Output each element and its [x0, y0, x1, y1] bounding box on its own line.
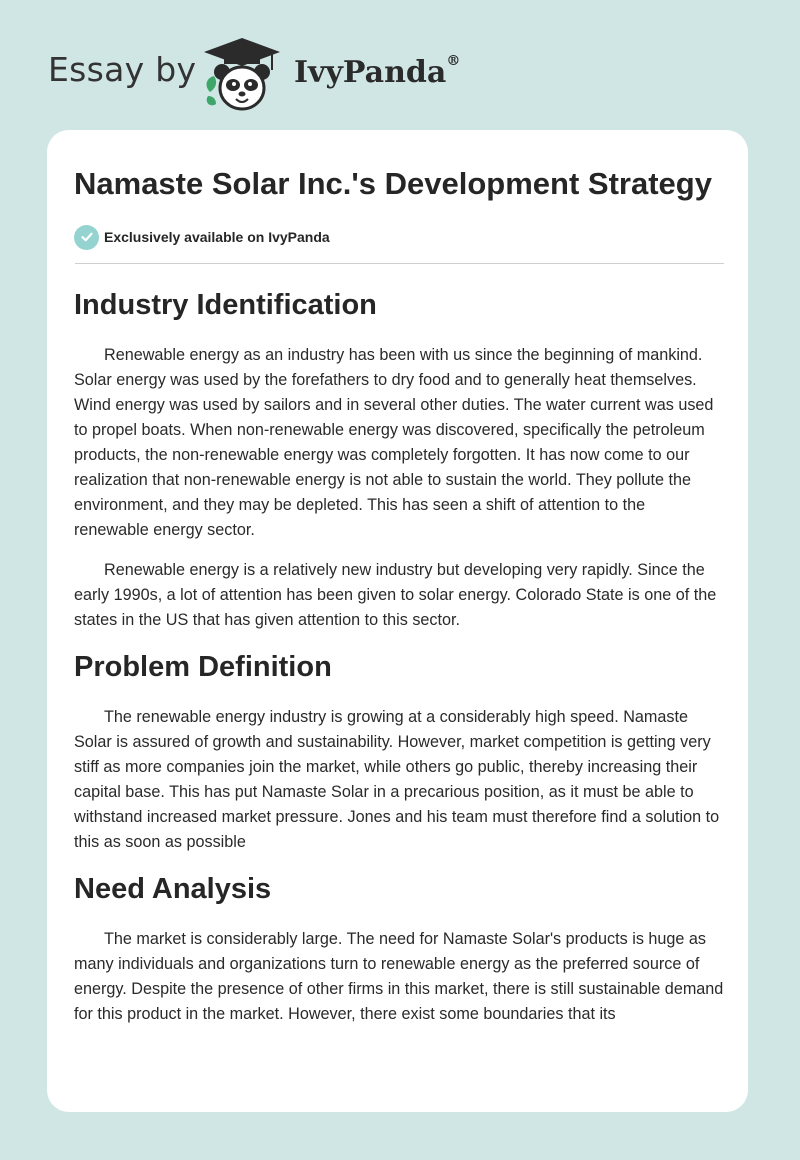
check-icon [74, 225, 99, 250]
registered-mark: ® [446, 53, 461, 69]
essay-title: Namaste Solar Inc.'s Development Strategy [74, 166, 712, 201]
panda-graduate-icon[interactable] [202, 36, 282, 116]
site-header [48, 30, 508, 114]
section-heading-industry-identification: Industry Identification [74, 289, 377, 321]
ivypanda-logo-text[interactable] [294, 55, 460, 90]
title-divider [75, 263, 724, 264]
essay-content [74, 163, 724, 1027]
paragraph: The renewable energy industry is growing at a considerably high speed. Namaste Solar is assured of growth and sustainability. However, market competition is getting very stiff as more companies join the market, while others go public, thereby increasing their capital base. This has put Namaste Solar in a precarious position, as it must be able to withstand increased market pressure. Jones and his team must therefore find a solution to this as soon as possible [74, 708, 720, 851]
paragraph: Renewable energy as an industry has been with us since the beginning of mankind. Solar energy was used by the forefathers to dry food and to generally heat themselves. Wind energy was used by sailors and in several other duties. The water current was used to propel boats. When non-renewable energy was discovered, specifically the petroleum products, the non-renewable energy was completely forgotten. It has now come to our realization that non-renewable energy is not able to sustain the world. They pollute the environment, and they may be depleted. This has seen a shift of attention to the renewable energy sector. [74, 346, 714, 539]
paragraph: Renewable energy is a relatively new industry but developing very rapidly. Since the early 1990s, a lot of attention has been given to solar energy. Colorado State is one of the states in the US that has given attention to this sector. [74, 561, 717, 629]
brand-name: IvyPanda [294, 55, 447, 90]
essay-card [47, 130, 748, 1112]
essay-by-label: Essay by [48, 50, 197, 89]
exclusive-badge [74, 223, 724, 251]
exclusive-badge-label: Exclusively available on IvyPanda [104, 229, 330, 245]
section-heading-need-analysis: Need Analysis [74, 873, 272, 905]
paragraph: The market is considerably large. The need for Namaste Solar's products is huge as many individuals and organizations turn to renewable energy as the preferred source of energy. Despite the presence of other firms in this market, there is still sustainable demand for this product in the market. However, there exist some boundaries that its [74, 930, 724, 1023]
section-heading-problem-definition: Problem Definition [74, 651, 332, 683]
